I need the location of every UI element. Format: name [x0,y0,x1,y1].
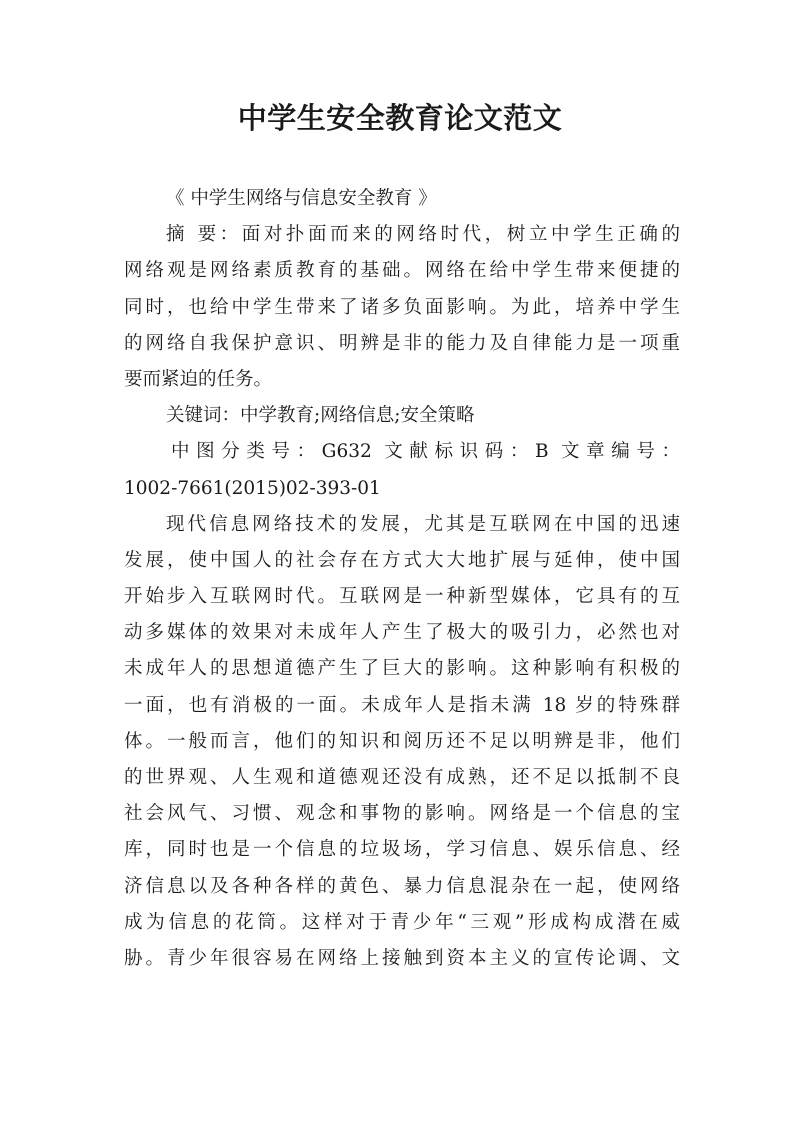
abstract-line: 摘 要：面对扑面而来的网络时代，树立中学生正确的 [166,224,680,246]
classification-line: 中图分类号：G632 文献标识码：B 文章编号： [171,441,680,463]
keywords-line: 关键词：中学教育;网络信息;安全策略 [166,405,475,427]
abstract-line: 要而紧迫的任务。 [124,368,273,390]
paragraph-line: 社会风气、习惯、观念和事物的影响。网络是一个信息的宝 [124,803,680,825]
paragraph-line: 一面，也有消极的一面。未成年人是指未满 18 岁的特殊群 [124,694,680,716]
paragraph-line: 库，同时也是一个信息的垃圾场，学习信息、娱乐信息、经 [124,839,680,861]
document-body [124,181,680,977]
abstract-line: 网络观是网络素质教育的基础。网络在给中学生带来便捷的 [124,260,680,282]
paragraph-line: 济信息以及各种各样的黄色、暴力信息混杂在一起，使网络 [124,875,680,897]
paragraph-line: 动多媒体的效果对未成年人产生了极大的吸引力，必然也对 [124,622,680,644]
paragraph-line: 体。一般而言，他们的知识和阅历还不足以明辨是非，他们 [124,730,680,752]
paragraph-line: 成为信息的花筒。这样对于青少年“三观”形成构成潜在威 [124,911,680,933]
paragraph-line: 未成年人的思想道德产生了巨大的影响。这种影响有积极的 [124,658,680,680]
article-number-line: 1002-7661(2015)02-393-01 [124,477,381,499]
source-line: 《 中学生网络与信息安全教育 》 [166,188,437,209]
paragraph-line: 现代信息网络技术的发展，尤其是互联网在中国的迅速 [166,513,680,535]
paragraph-line: 的世界观、人生观和道德观还没有成熟，还不足以抵制不良 [124,767,680,788]
abstract-line: 的网络自我保护意识、明辨是非的能力及自律能力是一项重 [124,332,680,354]
abstract-line: 同时，也给中学生带来了诸多负面影响。为此，培养中学生 [124,296,680,318]
paragraph-line: 胁。青少年很容易在网络上接触到资本主义的宣传论调、文 [124,947,680,969]
document-title: 中学生安全教育论文范文 [237,101,563,135]
paragraph-line: 发展，使中国人的社会存在方式大大地扩展与延伸，使中国 [124,549,680,571]
paragraph-line: 开始步入互联网时代。互联网是一种新型媒体，它具有的互 [124,586,680,608]
